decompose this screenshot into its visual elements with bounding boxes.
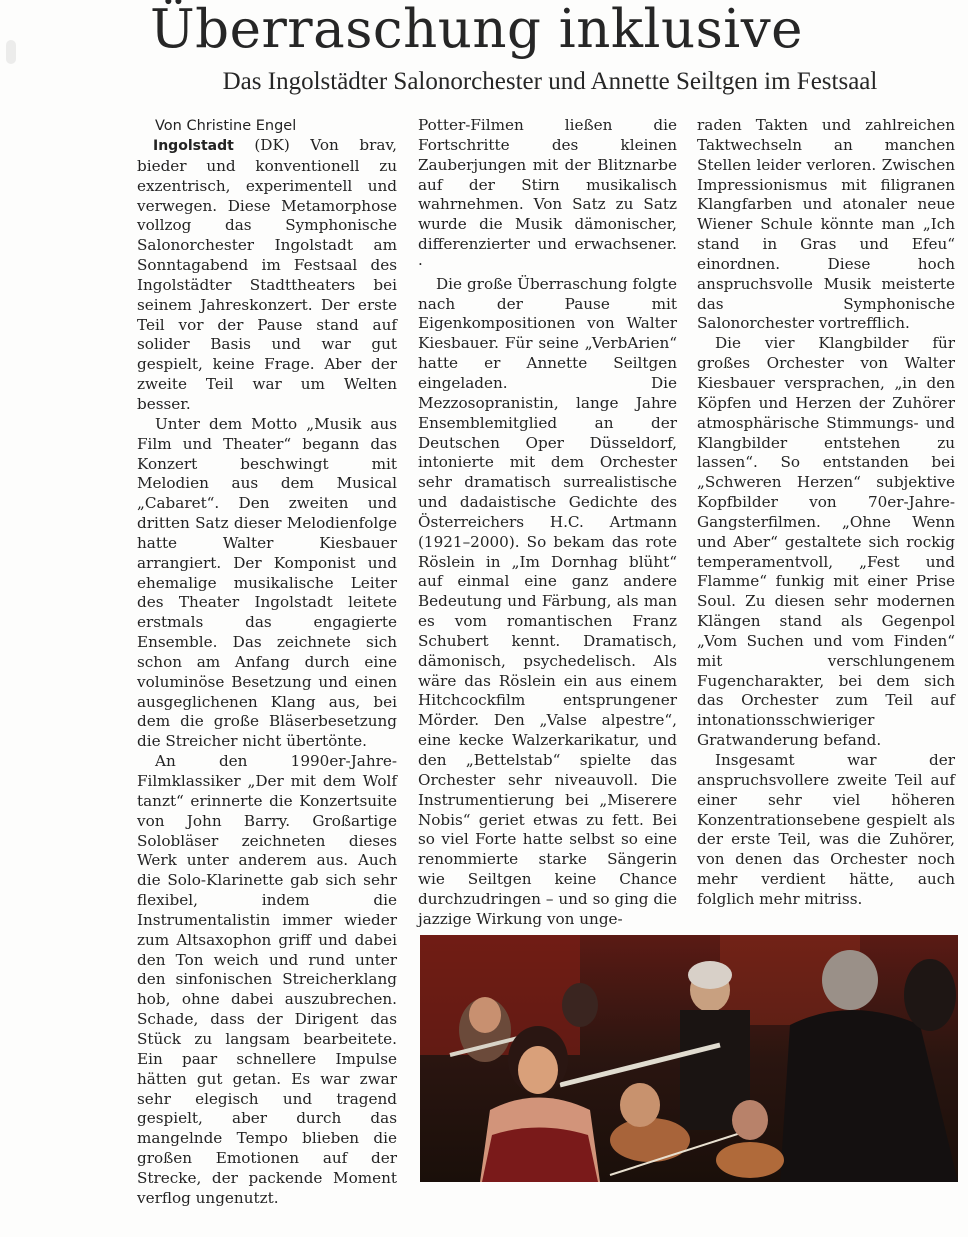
lead-text: (DK) Von brav, bieder und konventionell zu exzentrisch, experimentell und verwegen. Diese Metamorphose vollzog das Symphonische Salonorchester Ingolstadt am Sonntagabend im Festsaal des Ingolstädter Stadttheaters bei seinem Jahreskonzert. Der erste Teil vor der Pause stand auf solider Basis und war gut gespielt, keine Frage. Aber der zweite Teil war um Welten besser. bbox=[137, 136, 397, 413]
paragraph-7: Die vier Klangbilder für großes Orchester von Walter Kiesbauer versprachen, „in den Köpfen und Herzen der Zuhörer atmosphärische Stimmungs- und Klangbilder entstehen zu lassen“. So entstanden bei „Schweren Herzen“ subjektive Kopfbilder von 70er-Jahre-Gangsterfilmen. „Ohne Wenn und Aber“ gestaltete sich rockig temperamentvoll, „Fest und Flamme“ funkig mit einer Prise Soul. Zu diesen sehr modernen Klängen stand als Gegenpol „Vom Suchen und vom Finden“ mit verschlungenem Fugencharakter, bei dem sich das Orchester zum Teil auf intonationsschwieriger Gratwanderung befand. bbox=[697, 334, 955, 750]
paragraph-4: Potter-Filmen ließen die Fortschritte des kleinen Zauberjungen mit der Blitznarbe auf der Stirn musikalisch wahrnehmen. Von Satz zu Satz wurde die Musik dämonischer, differenzierter und erwachsener. · bbox=[418, 116, 677, 273]
concert-photo bbox=[420, 935, 958, 1182]
lead-paragraph bbox=[137, 136, 397, 415]
orchestra-illustration bbox=[420, 935, 958, 1182]
paragraph-5: Die große Überraschung folgte nach der Pause mit Eigenkompositionen von Walter Kiesbauer. Für seine „VerbArien“ hatte er Annette Seiltgen eingeladen. Die Mezzosopranistin, lange Jahre Ensemblemitglied an der Deutschen Oper Düsseldorf, intonierte mit dem Orchester sehr dramatisch surrealistische und dadaistische Gedichte des Österreichers H.C. Artmann (1921–2000). So bekam das rote Röslein in „Im Dornhag blüht“ auf einmal eine ganz andere Bedeutung und Färbung, als man es vom romantischen Franz Schubert kennt. Dramatisch, dämonisch, psychedelisch. Als wäre das Röslein ein aus einem Hitchcockfilm entsprungener Mörder. Den „Valse alpestre“, eine kecke Walzerkarikatur, und den „Bettelstab“ spielte das Orchester sehr niveauvoll. Die Instrumentierung bei „Miserere Nobis“ geriet etwas zu fett. Bei so viel Forte hatte selbst so eine renommierte starke Sängerin wie Seiltgen keine Chance durchzudringen – und so ging die jazzige Wirkung von unge- bbox=[418, 274, 677, 928]
byline: Von Christine Engel bbox=[155, 118, 297, 134]
column-1 bbox=[137, 116, 397, 1212]
column-3 bbox=[697, 116, 955, 916]
headline: Überraschung inklusive bbox=[150, 0, 804, 60]
dateline: Ingolstadt bbox=[153, 138, 234, 154]
paragraph-6: raden Takten und zahlreichen Taktwechseln an manchen Stellen leider verloren. Zwischen Impressionismus mit filigranen Klangfarben und atonaler neue Wiener Schule könnte man „Ich stand in Gras und Efeu“ einordnen. Diese hoch anspruchsvolle Musik meisterte das Symphonische Salonorchester vortrefflich. bbox=[697, 116, 955, 333]
paragraph-3: An den 1990er-Jahre-Filmklassiker „Der mit dem Wolf tanzt“ erinnerte die Konzertsuite von John Barry. Großartige Solobläser zeichneten dieses Werk unter anderem aus. Auch die Solo-Klarinette gab sich sehr flexibel, indem die Instrumentalistin immer wieder zum Altsaxophon griff und dabei den Ton weich und rund unter den sinfonischen Streicherklang hob, ohne dabei auszubrechen. Schade, dass der Dirigent das Stück zu langsam bearbeitete. Ein paar schnellere Impulse hätten gut getan. Es war zwar sehr elegisch und tragend gespielt, aber durch das mangelnde Tempo blieben die großen Emotionen auf der Strecke, der packende Moment verflog ungenutzt. bbox=[137, 752, 397, 1207]
subheadline: Das Ingolstädter Salonorchester und Annette Seiltgen im Festsaal bbox=[222, 68, 878, 95]
paragraph-8: Insgesamt war der anspruchsvollere zweite Teil auf einer sehr viel höheren Konzentrationsebene gespielt als der erste Teil, was die Zuhörer, von denen das Orchester noch mehr verdient hätte, auch folglich mehr mitriss. bbox=[697, 751, 955, 908]
paragraph-2: Unter dem Motto „Musik aus Film und Theater“ begann das Konzert beschwingt mit Melodien aus dem Musical „Cabaret“. Den zweiten und dritten Satz dieser Melodienfolge hatte Walter Kiesbauer arrangiert. Der Komponist und ehemalige musikalische Leiter des Theater Ingolstadt leitete erstmals das engagierte Ensemble. Das zeichnete sich schon am Anfang durch eine voluminöse Besetzung und einen ausgeglichenen Klang aus, bei dem die große Bläserbesetzung die Streicher nicht übertönte. bbox=[137, 414, 397, 751]
scan-mark bbox=[6, 40, 16, 64]
column-2 bbox=[418, 116, 677, 928]
